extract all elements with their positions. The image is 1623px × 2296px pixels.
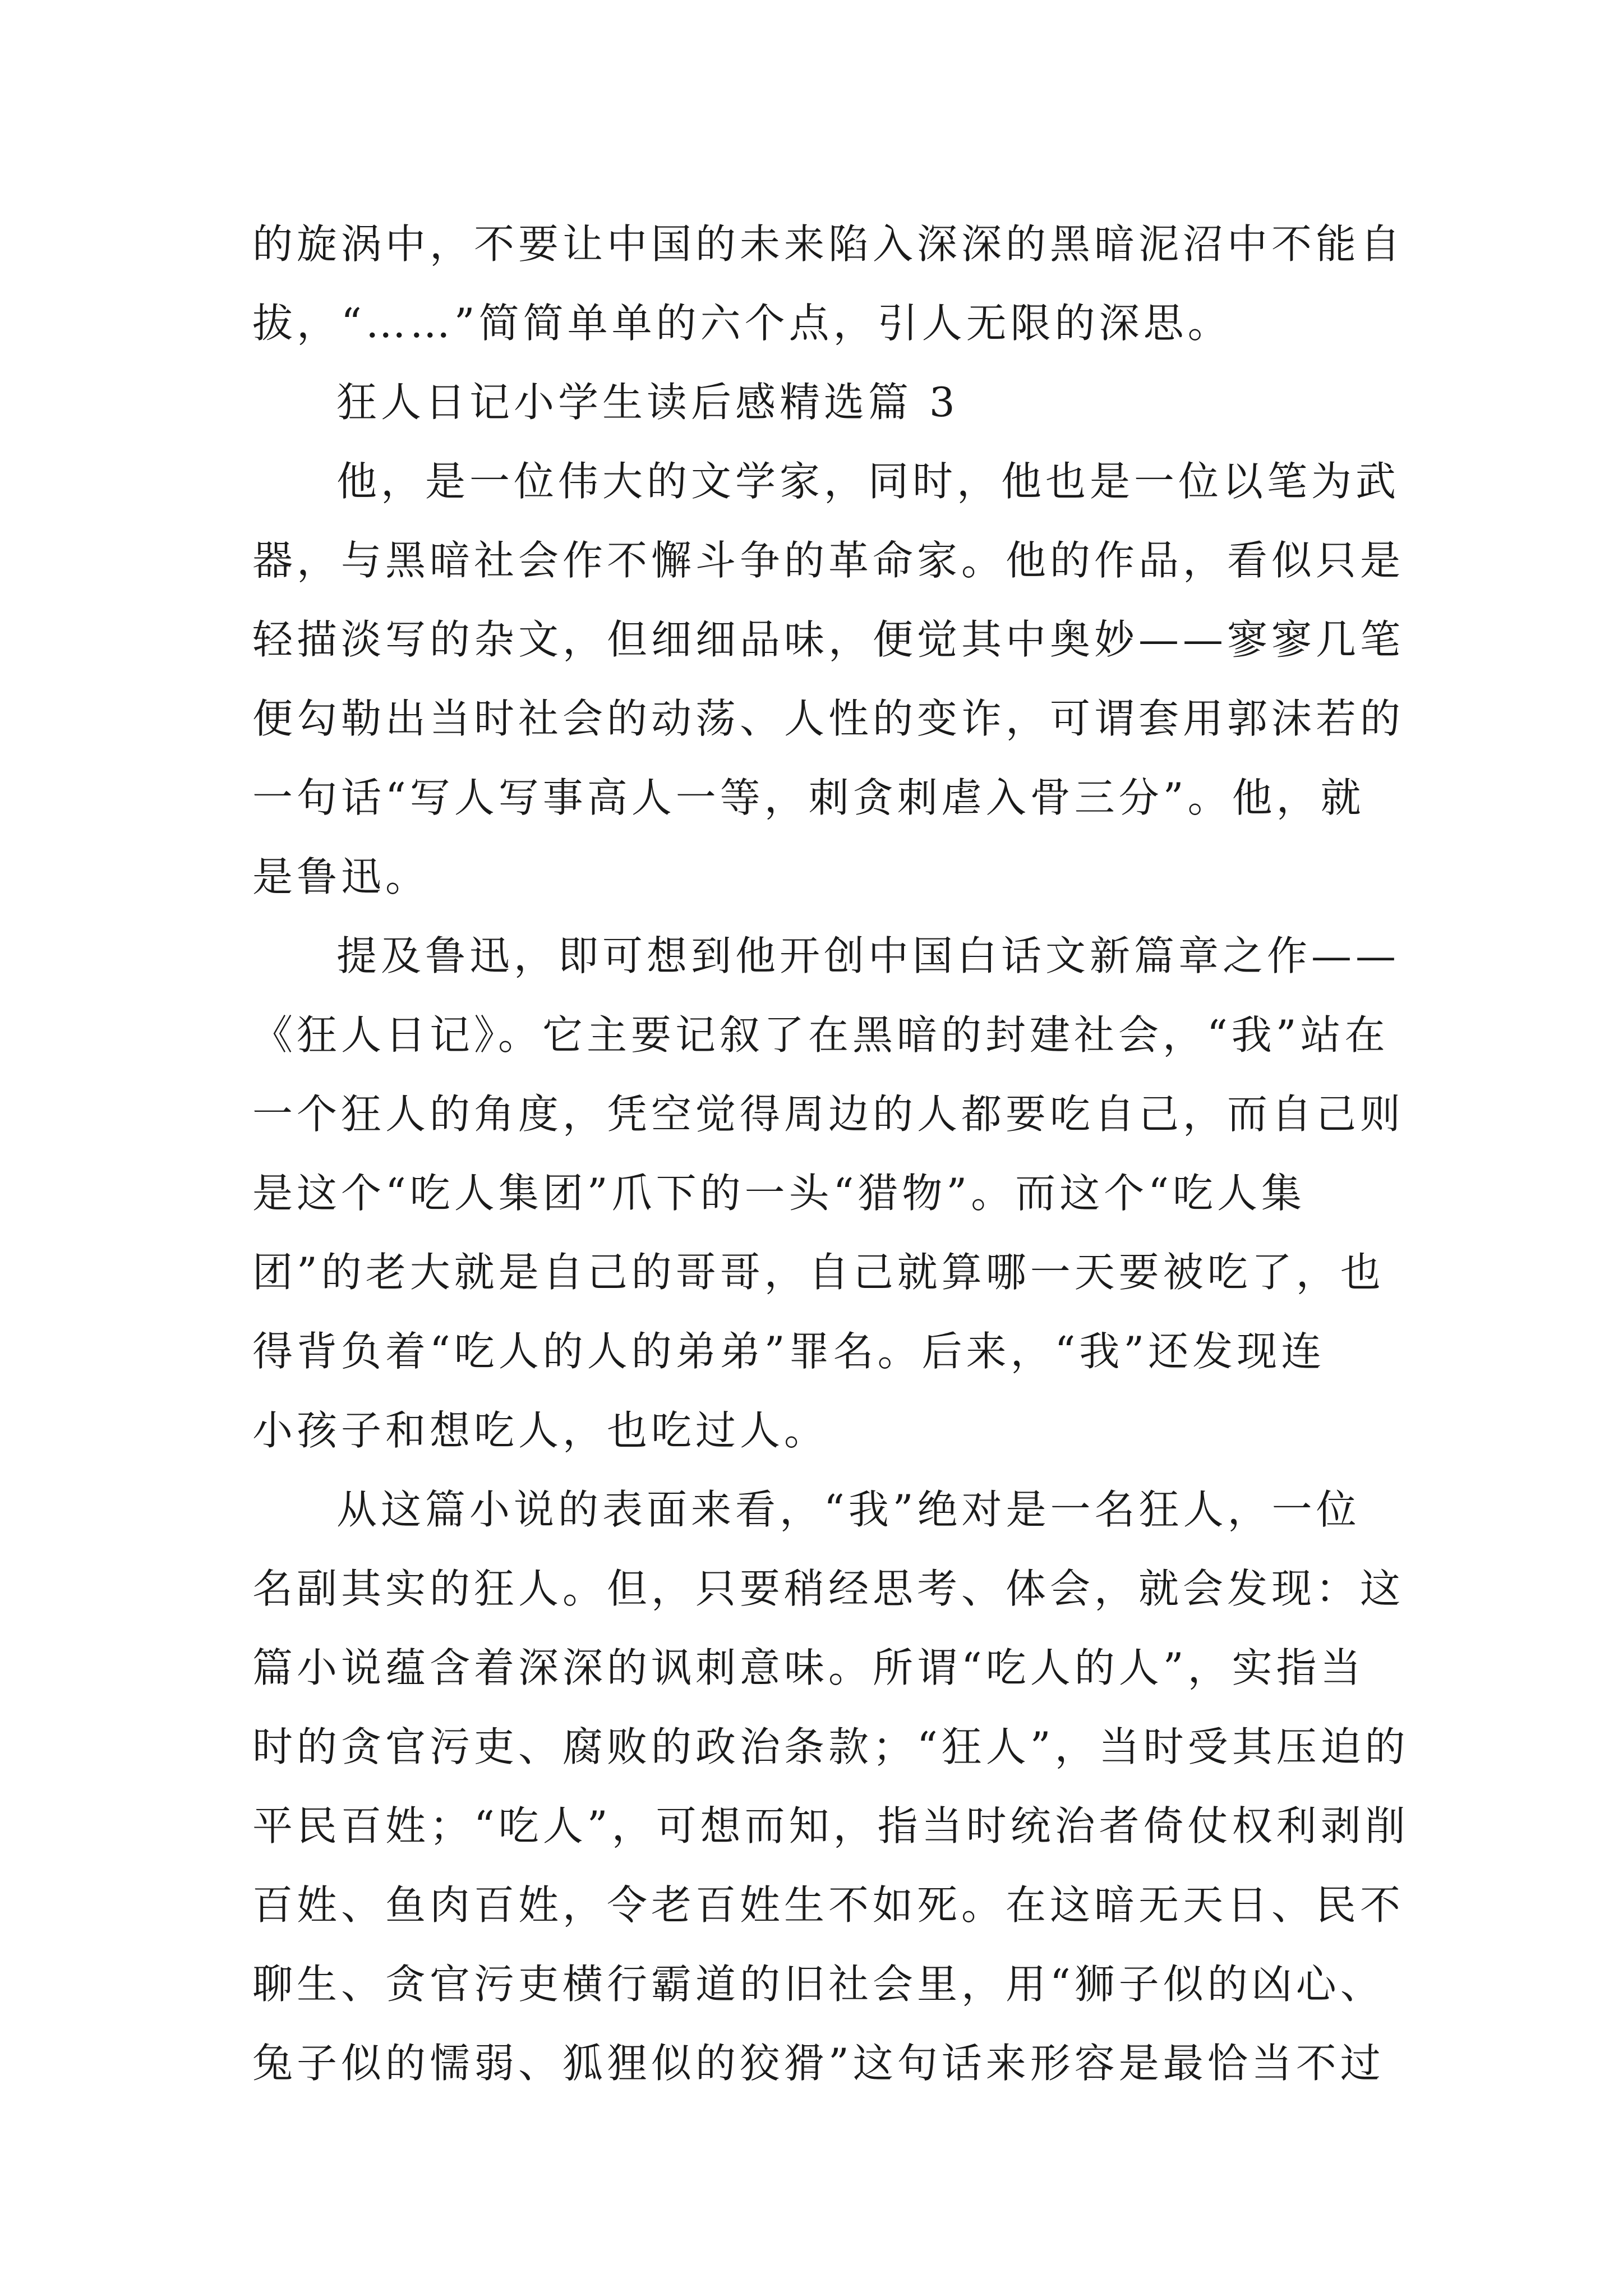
text-line: 平民百姓；“吃人”，可想而知，指当时统治者倚仗权利剥削 (252, 1802, 1409, 1849)
section-heading: 狂人日记小学生读后感精选篇 3 (336, 379, 959, 426)
text-line: 团”的老大就是自己的哥哥，自己就算哪一天要被吃了，也 (252, 1249, 1385, 1296)
text-line: 兔子似的懦弱、狐狸似的狡猾”这句话来形容是最恰当不过 (252, 2040, 1385, 2087)
text-line: 一个狂人的角度，凭空觉得周边的人都要吃自己，而自己则 (252, 1091, 1405, 1138)
text-line: 《狂人日记》。它主要记叙了在黑暗的封建社会，“我”站在 (252, 1011, 1389, 1059)
text-line: 提及鲁迅，即可想到他开创中国白话文新篇章之作—— (336, 932, 1400, 979)
text-line: 百姓、鱼肉百姓，令老百姓生不如死。在这暗无天日、民不 (252, 1881, 1405, 1929)
text-line: 他，是一位伟大的文学家，同时，他也是一位以笔为武 (336, 458, 1400, 505)
text-line: 聊生、贪官污吏横行霸道的旧社会里，用“狮子似的凶心、 (252, 1961, 1385, 2008)
text-line: 从这篇小说的表面来看，“我”绝对是一名狂人，一位 (336, 1486, 1361, 1533)
body-text (252, 205, 1409, 2103)
text-line: 是鲁迅。 (252, 853, 430, 900)
text-line: 轻描淡写的杂文，但细细品味，便觉其中奥妙——寥寥几笔 (252, 616, 1405, 663)
text-line: 时的贪官污吏、腐败的政治条款；“狂人”，当时受其压迫的 (252, 1723, 1409, 1770)
text-line: 得背负着“吃人的人的弟弟”罪名。后来，“我”还发现连 (252, 1328, 1326, 1375)
text-line: 是这个“吃人集团”爪下的一头“猎物”。而这个“吃人集 (252, 1170, 1306, 1217)
text-line: 便勾勒出当时社会的动荡、人性的变诈，可谓套用郭沫若的 (252, 695, 1405, 742)
text-line: 的旋涡中，不要让中国的未来陷入深深的黑暗泥沼中不能自 (252, 220, 1405, 268)
text-line: 名副其实的狂人。但，只要稍经思考、体会，就会发现：这 (252, 1565, 1405, 1612)
text-line: 一句话“写人写事高人一等，刺贪刺虐入骨三分”。他，就 (252, 774, 1365, 821)
text-line: 拔，“……”简简单单的六个点，引人无限的深思。 (252, 300, 1232, 347)
text-line: 篇小说蕴含着深深的讽刺意味。所谓“吃人的人”，实指当 (252, 1644, 1365, 1691)
text-line: 小孩子和想吃人，也吃过人。 (252, 1407, 829, 1454)
text-line: 器，与黑暗社会作不懈斗争的革命家。他的作品，看似只是 (252, 537, 1405, 584)
